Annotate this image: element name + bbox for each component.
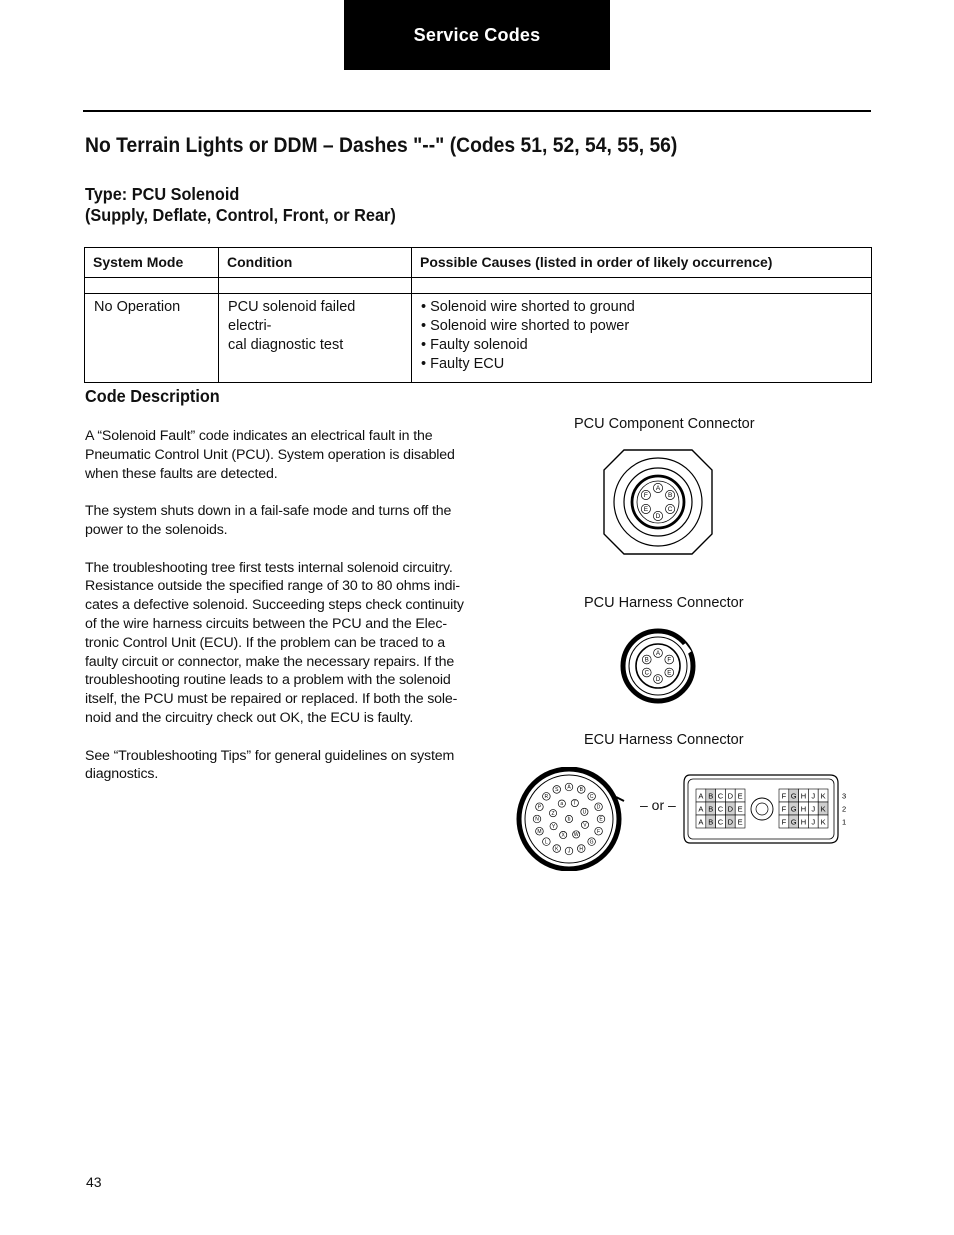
ecu-rect-cell-label: D: [727, 791, 734, 801]
section-tab: [344, 0, 610, 70]
pcu-harness-pin-label: E: [667, 670, 672, 677]
ecu-rect-cell-label: J: [811, 804, 816, 814]
ecu-rect-cell-label: B: [708, 804, 714, 814]
ecu-round-pin-label: K: [555, 846, 559, 853]
ecu-rect-cell-label: H: [800, 804, 807, 814]
pcu-harness-pin-label: C: [644, 670, 649, 677]
pcu-harness-connector-icon: [619, 627, 697, 705]
paragraph-1: A “Solenoid Fault” code indicates an electrical fault in the Pneumatic Control Unit (PCU). System operation is disabled when these faults are detected.: [85, 428, 455, 482]
pcu-component-connector-icon: [602, 448, 714, 556]
cell-possible-causes: [412, 294, 872, 383]
ecu-rect-cell-label: H: [800, 817, 807, 827]
ecu-rect-cell-label: K: [820, 817, 826, 827]
pcu-component-pin-label: C: [667, 506, 673, 514]
ecu-rect-cell-label: G: [790, 791, 797, 801]
ecu-rect-cell-label: C: [717, 791, 724, 801]
ecu-round-pin-label: M: [537, 828, 542, 835]
code-description-heading: Code Description: [85, 386, 220, 406]
list-item: • Faulty ECU: [421, 356, 505, 372]
ecu-round-pin-label: F: [597, 828, 601, 835]
ecu-rect-cell-label: B: [708, 817, 714, 827]
pcu-harness-pin-label: D: [655, 676, 661, 683]
list-item: • Solenoid wire shorted to power: [421, 318, 630, 334]
page-title: No Terrain Lights or DDM – Dashes "--" (Codes 51, 52, 54, 55, 56): [85, 134, 678, 157]
paragraph-2: The system shuts down in a fail-safe mode and turns off the power to the solenoids.: [85, 503, 452, 538]
ecu-rect-cell-label: D: [727, 804, 734, 814]
page-number: 43: [86, 1174, 102, 1190]
code-table: [84, 247, 872, 383]
list-item: • Faulty solenoid: [421, 337, 528, 353]
ecu-rect-cell-label: F: [781, 804, 787, 814]
col-header-possible-causes: Possible Causes (listed in order of likely occurrence): [412, 248, 872, 278]
list-item: • Solenoid wire shorted to ground: [421, 299, 635, 315]
type-heading-line2: (Supply, Deflate, Control, Front, or Rear): [85, 205, 396, 225]
ecu-round-connector-icon: [512, 767, 628, 871]
ecu-round-pin-label: E: [599, 816, 603, 823]
ecu-round-pin-label: b: [567, 816, 571, 823]
ecu-round-pin-label: G: [589, 839, 594, 846]
ecu-round-pin-label: R: [544, 794, 549, 801]
ecu-rect-cell-label: B: [708, 791, 714, 801]
ecu-round-pin-label: N: [535, 816, 539, 823]
ecu-round-pin-label: W: [573, 832, 579, 839]
pcu-harness-caption: PCU Harness Connector: [584, 595, 744, 611]
ecu-rect-cell-label: K: [820, 804, 826, 814]
ecu-round-pin-label: T: [573, 800, 577, 807]
ecu-round-pin-label: H: [579, 846, 584, 853]
header-rule: [83, 110, 871, 112]
ecu-rect-cell-label: K: [820, 791, 826, 801]
ecu-rect-cell-label: E: [737, 804, 743, 814]
pcu-harness-pin-label: B: [644, 657, 649, 664]
ecu-round-pin-label: X: [561, 832, 565, 839]
ecu-round-pin-label: Y: [551, 823, 556, 830]
ecu-round-pin-label: S: [555, 787, 559, 794]
type-heading-line1: Type: PCU Solenoid: [85, 184, 240, 204]
ecu-rect-cell-label: G: [790, 804, 797, 814]
ecu-rect-cell-label: A: [698, 791, 704, 801]
ecu-round-pin-label: L: [544, 839, 548, 846]
ecu-harness-caption: ECU Harness Connector: [584, 732, 744, 748]
ecu-round-pin-label: P: [537, 804, 542, 811]
code-description-body: [85, 427, 465, 803]
pcu-component-pin-label: F: [643, 492, 648, 500]
ecu-round-pin-label: B: [579, 787, 583, 794]
pcu-component-pin-label: B: [667, 492, 673, 500]
ecu-rect-cell-label: F: [781, 791, 787, 801]
pcu-component-pin-label: A: [655, 485, 661, 493]
ecu-rect-cell-label: E: [737, 791, 743, 801]
ecu-rect-connector-icon: [682, 773, 854, 845]
pcu-harness-pin-label: F: [667, 657, 672, 664]
ecu-round-pin-label: V: [583, 822, 587, 829]
table-row: [85, 294, 872, 383]
pcu-component-pin-label: E: [643, 506, 649, 514]
ecu-rect-cell-label: C: [717, 804, 724, 814]
code-table-header-row: [85, 248, 872, 278]
ecu-round-pin-label: a: [560, 801, 564, 808]
ecu-rect-cell-label: H: [800, 791, 807, 801]
pcu-component-caption: PCU Component Connector: [574, 416, 755, 432]
ecu-rect-cell-label: G: [790, 817, 797, 827]
ecu-rect-cell-label: F: [781, 817, 787, 827]
cell-system-mode: No Operation: [85, 294, 219, 383]
paragraph-4: See “Troubleshooting Tips” for general guidelines on system diagnostics.: [85, 747, 455, 783]
ecu-rect-row-label: 2: [842, 804, 847, 814]
ecu-round-pin-label: U: [582, 809, 587, 816]
ecu-rect-cell-label: C: [717, 817, 724, 827]
header-gap-row: [85, 278, 872, 294]
ecu-rect-cell-label: A: [698, 804, 704, 814]
ecu-rect-cell-label: J: [811, 817, 816, 827]
ecu-rect-cell-label: A: [698, 817, 704, 827]
col-header-condition: Condition: [219, 248, 412, 278]
ecu-round-pin-label: C: [589, 794, 594, 801]
or-label: – or –: [640, 797, 676, 813]
cell-condition: PCU solenoid failed electri- cal diagnostic test: [219, 294, 412, 383]
ecu-round-pin-label: J: [567, 848, 571, 855]
ecu-round-pin-label: D: [596, 804, 601, 811]
pcu-component-pin-label: D: [655, 513, 661, 521]
ecu-rect-row-label: 3: [842, 791, 847, 801]
ecu-rect-cell-label: J: [811, 791, 816, 801]
ecu-rect-cell-label: D: [727, 817, 734, 827]
ecu-round-pin-label: A: [567, 784, 571, 791]
type-heading: [85, 184, 396, 226]
section-tab-label: Service Codes: [413, 24, 541, 45]
ecu-rect-cell-label: E: [737, 817, 743, 827]
col-header-system-mode: System Mode: [85, 248, 219, 278]
ecu-rect-row-label: 1: [842, 817, 847, 827]
pcu-harness-pin-label: A: [655, 650, 661, 657]
ecu-round-pin-label: Z: [551, 810, 555, 817]
paragraph-3: The troubleshooting tree first tests internal solenoid circuitry. Resistance outside the specified range of 30 to 80 ohms indi- cates a defective solenoid. Succeeding steps check continuity of the wire harness circuits between the PCU and the Elec- tronic Control Unit (ECU). If the problem can be traced to a faulty circuit or connector, make the necessary repairs. If the troubleshooting routine leads to a problem with the solenoid itself, the PCU must be repaired or replaced. If both the sole- noid and the circuitry check out OK, the ECU is faulty.: [85, 559, 464, 726]
